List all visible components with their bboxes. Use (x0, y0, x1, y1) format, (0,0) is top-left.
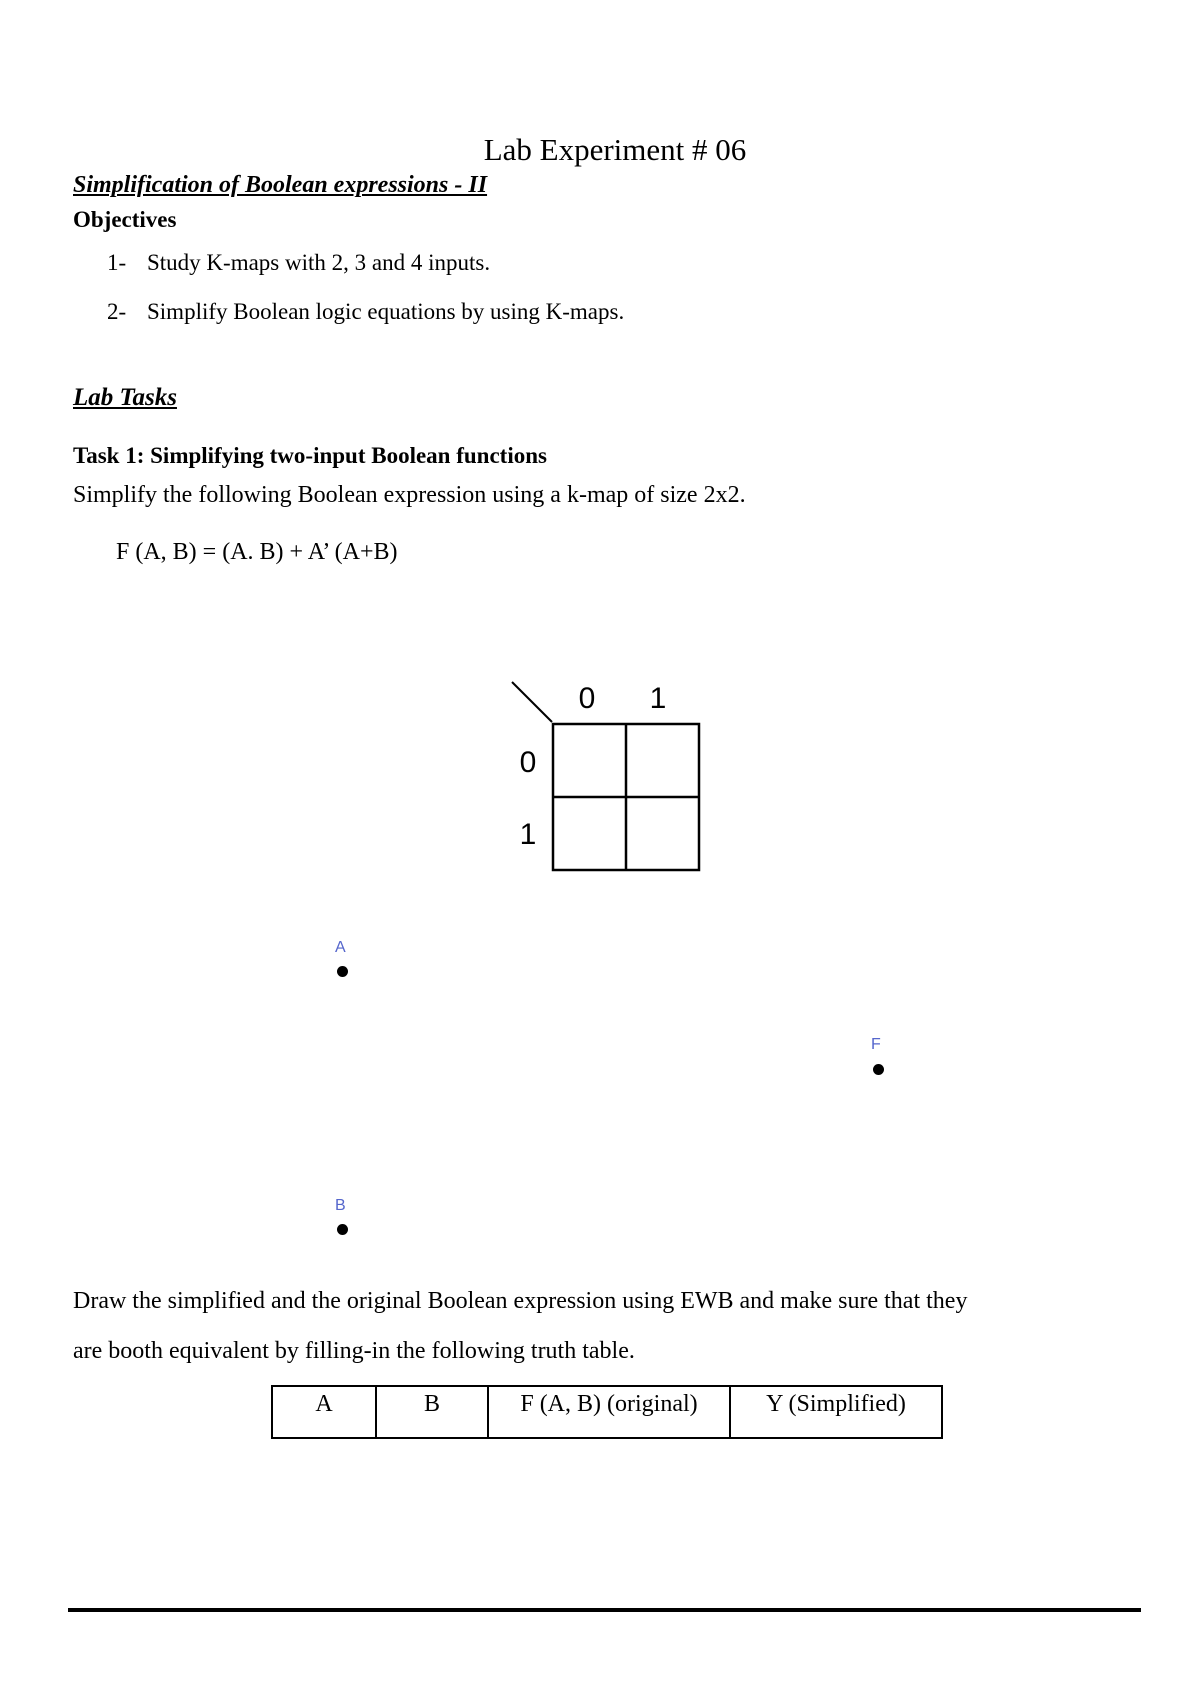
node-b-terminal[interactable] (337, 1224, 348, 1235)
draw-instruction-line1: Draw the simplified and the original Boolean expression using EWB and make sure that they (73, 1288, 968, 1314)
truth-table-header-b: B (376, 1386, 488, 1438)
subtitle: Simplification of Boolean expressions - II (73, 172, 488, 198)
objectives-heading: Objectives (73, 207, 177, 232)
boolean-expression: F (A, B) = (A. B) + A’ (A+B) (116, 539, 398, 565)
kmap-diagonal (512, 682, 552, 722)
truth-table-header-simplified: Y (Simplified) (730, 1386, 942, 1438)
kmap-row-label: 0 (519, 746, 537, 779)
draw-instruction-line2: are booth equivalent by filling-in the following truth table. (73, 1338, 635, 1364)
kmap-col-label: 0 (578, 682, 596, 715)
objective-text: Simplify Boolean logic equations by using K-maps. (147, 299, 625, 324)
footer-rule (68, 1608, 1141, 1612)
node-a-terminal[interactable] (337, 966, 348, 977)
kmap-diagram (500, 670, 720, 880)
objective-number: 1- (107, 250, 127, 275)
node-f-label: F (871, 1036, 881, 1053)
node-b-label: B (335, 1197, 346, 1214)
page-title: Lab Experiment # 06 (483, 132, 747, 167)
kmap-col-label: 1 (649, 682, 667, 715)
node-f-terminal[interactable] (873, 1064, 884, 1075)
objective-item (107, 250, 490, 276)
objective-text: Study K-maps with 2, 3 and 4 inputs. (147, 250, 491, 275)
objective-item (107, 299, 624, 325)
truth-table-header-original: F (A, B) (original) (488, 1386, 730, 1438)
objective-number: 2- (107, 299, 127, 324)
truth-table-header-a: A (272, 1386, 376, 1438)
truth-table (271, 1385, 943, 1439)
kmap-row-label: 1 (519, 818, 537, 851)
task1-heading: Task 1: Simplifying two-input Boolean functions (73, 443, 547, 468)
task1-description: Simplify the following Boolean expression using a k-map of size 2x2. (73, 482, 746, 508)
lab-tasks-heading: Lab Tasks (73, 384, 177, 411)
node-a-label: A (335, 939, 346, 956)
truth-table-header-row (272, 1386, 942, 1438)
